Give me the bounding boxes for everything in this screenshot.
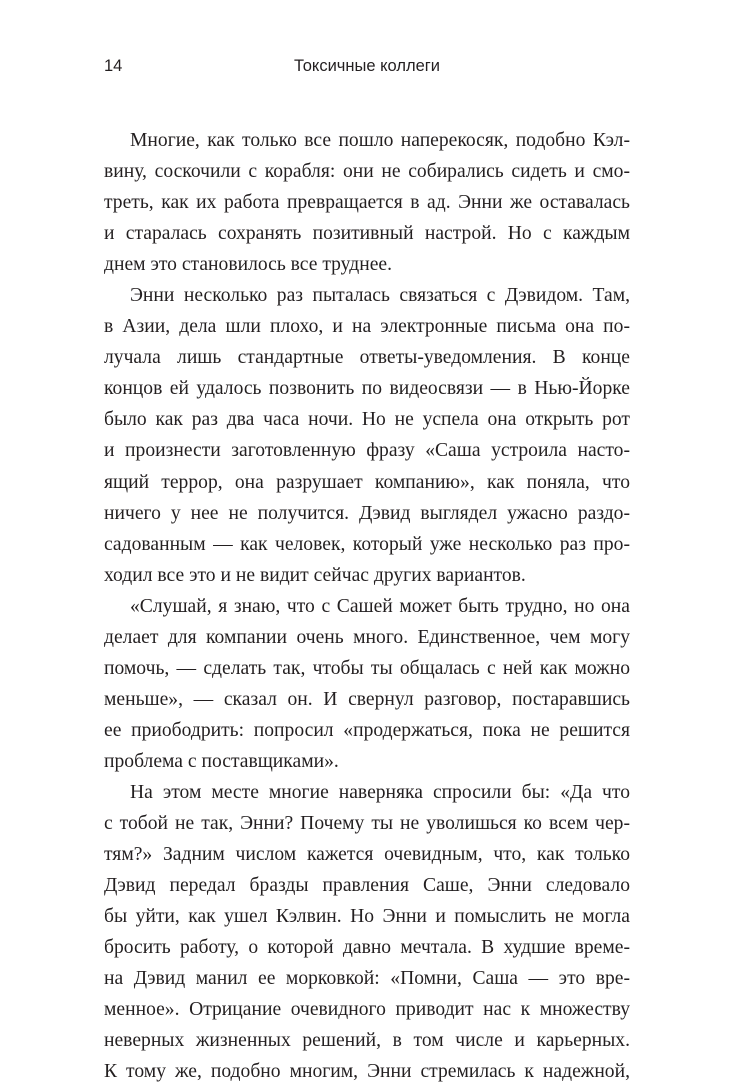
- text-line: меньше», — сказал он. И свернул разговор, постаравшись: [104, 688, 630, 710]
- text-line: ходил все это и не видит сейчас других вариантов.: [104, 564, 526, 586]
- text-line: было как раз два часа ночи. Но не успела она открыть рот: [104, 409, 630, 431]
- paragraph: [104, 591, 630, 777]
- page-header: [104, 57, 630, 83]
- text-line: лучала лишь стандартные ответы-уведомления. В конце: [104, 347, 630, 369]
- text-line: Дэвид передал бразды правления Саше, Энни следовало: [104, 875, 630, 897]
- running-title: Токсичные коллеги: [293, 57, 441, 75]
- text-line: и старалась сохранять позитивный настрой. Но с каждым: [104, 223, 630, 245]
- text-line: на Дэвид манил ее морковкой: «Помни, Саша — это вре-: [104, 968, 630, 990]
- text-line: менное». Отрицание очевидного приводит нас к множеству: [104, 999, 630, 1021]
- paragraph: [104, 280, 630, 590]
- text-line: садованным — как человек, который уже несколько раз про-: [104, 533, 630, 555]
- text-line: Многие, как только все пошло наперекосяк, подобно Кэл-: [130, 130, 630, 151]
- text-line: проблема с поставщиками».: [104, 750, 339, 772]
- text-line: На этом месте многие наверняка спросили бы: «Да что: [130, 781, 630, 803]
- text-line: ее приободрить: попросил «продержаться, пока не решится: [104, 719, 630, 741]
- text-line: тям?» Задним числом кажется очевидным, что, как только: [104, 844, 630, 866]
- body-text: [104, 125, 630, 1087]
- text-line: треть, как их работа превращается в ад. Энни же оставалась: [104, 192, 630, 214]
- text-line: помочь, — сделать так, чтобы ты общалась с ней как можно: [104, 657, 630, 679]
- text-line: вину, соскочили с корабля: они не собирались сидеть и смо-: [104, 161, 630, 183]
- text-line: делает для компании очень много. Единственное, чем могу: [104, 626, 630, 648]
- text-line: днем это становилось все труднее.: [104, 254, 392, 276]
- page-number: 14: [104, 57, 123, 75]
- text-line: неверных жизненных решений, в том числе и карьерных.: [104, 1030, 630, 1052]
- paragraph: [104, 777, 630, 1087]
- paragraph: [104, 125, 630, 280]
- text-line: бросить работу, о которой давно мечтала. В худшие време-: [104, 937, 630, 959]
- text-line: с тобой не так, Энни? Почему ты не уволишься ко всем чер-: [104, 813, 630, 835]
- text-line: ничего у нее не получится. Дэвид выглядел ужасно раздо-: [104, 502, 630, 524]
- text-line: и произнести заготовленную фразу «Саша устроила насто-: [104, 440, 630, 462]
- text-line: бы уйти, как ушел Кэлвин. Но Энни и помыслить не могла: [104, 906, 630, 928]
- text-line: Энни несколько раз пыталась связаться с Дэвидом. Там,: [130, 285, 630, 307]
- text-line: концов ей удалось позвонить по видеосвязи — в Нью-Йорке: [104, 378, 630, 400]
- text-line: ящий террор, она разрушает компанию», как поняла, что: [104, 471, 630, 493]
- text-line: К тому же, подобно многим, Энни стремилась к надежной,: [104, 1061, 630, 1083]
- text-line: «Слушай, я знаю, что с Сашей может быть трудно, но она: [130, 595, 630, 617]
- text-line: в Азии, дела шли плохо, и на электронные письма она по-: [104, 316, 630, 338]
